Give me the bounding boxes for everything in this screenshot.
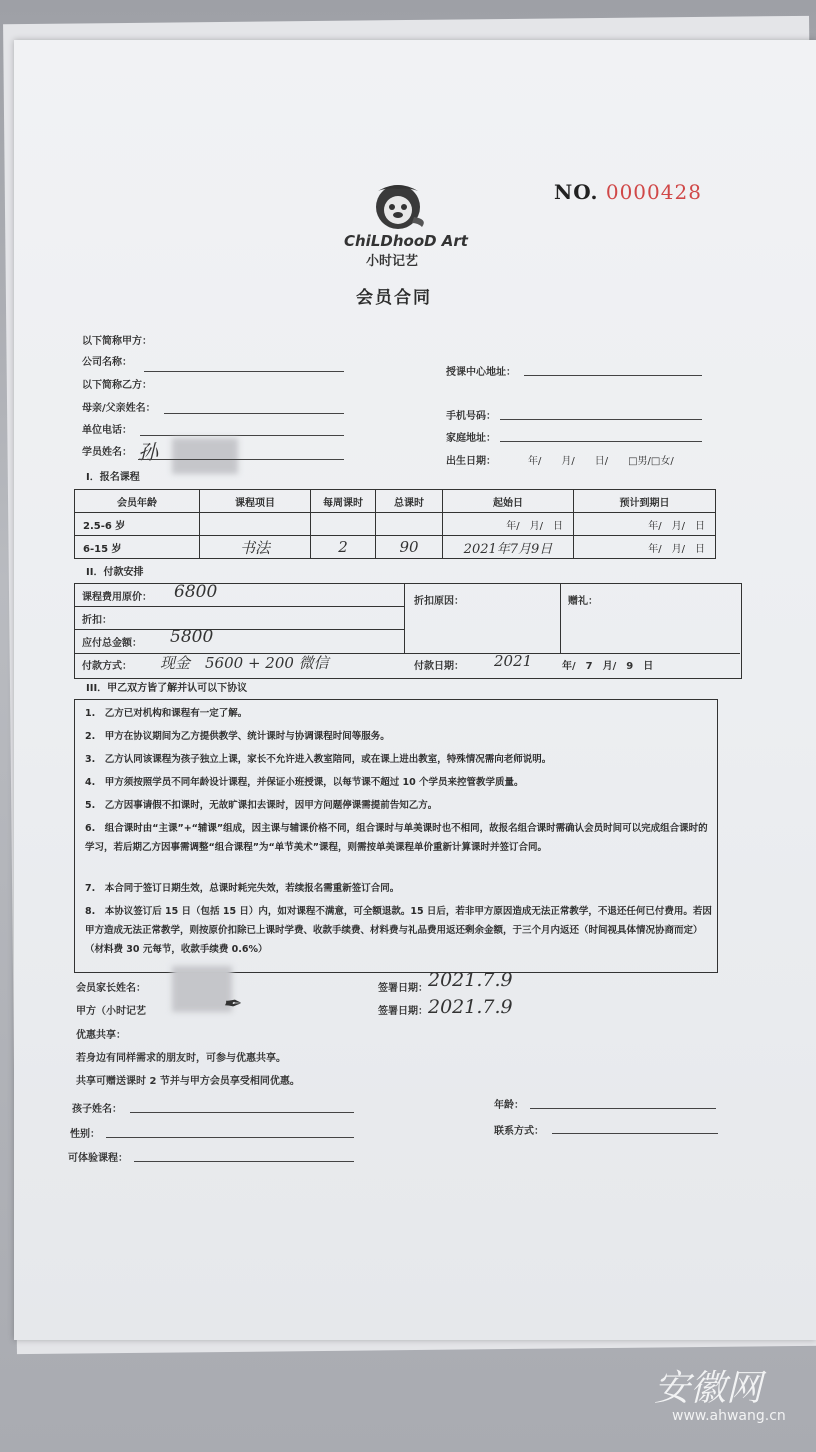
share-line-1: 若身边有同样需求的朋友时，可参与优惠共享。 (76, 1053, 286, 1064)
share-heading: 优惠共享： (76, 1030, 126, 1041)
pay-method-label: 付款方式： (82, 661, 132, 672)
discount-label: 折扣： (82, 615, 112, 626)
brand-name-cn: 小时记艺 (366, 254, 419, 269)
total-due-value[interactable]: 5800 (170, 627, 214, 647)
home-address-field[interactable] (500, 441, 702, 442)
brand-name-en: ChiLDhooD Art (344, 232, 468, 250)
term-5: 5. 乙方因事请假不扣课时，无故旷课扣去课时，因甲方问题停课需提前告知乙方。 (85, 800, 438, 811)
discount-reason-label: 折扣原因： (414, 596, 464, 607)
payment-hline-1 (74, 606, 404, 607)
total-due-label: 应付总金额： (82, 638, 142, 649)
party-a-sign-label: 甲方（小时记艺 (76, 1006, 146, 1017)
gender-label: 性别： (70, 1129, 100, 1140)
term-7: 7. 本合同于签订日期生效，总课时耗完失效，若续报名需重新签订合同。 (85, 883, 400, 894)
child-name-label: 孩子姓名： (72, 1104, 122, 1115)
phone-field[interactable] (500, 419, 702, 420)
term-8: 8. 本协议签订后 15 日（包括 15 日）内，如对课程不满意，可全额退款。15 日后，若非甲方原因造成无法正常教学，不退还任何已付费用。若因甲方造成无法正常教学，则按原价扣除已上课时学费、收款手续费、材料费与礼品费用返还剩余金额，于三个月内返还（时间视具体情况协商而定）（材料费 30 元每节，收款手续费 0.6%） (85, 906, 712, 955)
row-start[interactable]: 2021年7月9日 (443, 536, 574, 559)
row-end[interactable]: 年/ 月/ 日 (574, 513, 716, 536)
term-4: 4. 甲方须按照学员不同年龄设计课程，并保证小班授课，以每节课不超过 10 个学员来控管教学质量。 (85, 777, 524, 788)
row-end[interactable]: 年/ 月/ 日 (574, 536, 716, 559)
row-course[interactable]: 书法 (200, 536, 311, 559)
contact-field[interactable] (552, 1133, 718, 1134)
sign-date-label-2: 签署日期： (378, 1006, 428, 1017)
row-start[interactable]: 年/ 月/ 日 (443, 513, 574, 536)
row-course[interactable] (200, 513, 311, 536)
sign-date-label-1: 签署日期： (378, 983, 428, 994)
share-line-2: 共享可赠送课时 2 节并与甲方会员享受相同优惠。 (76, 1076, 300, 1087)
child-name-field[interactable] (130, 1112, 354, 1113)
party-a-label: 以下简称甲方： (82, 336, 152, 347)
course-table-header (75, 490, 716, 513)
header-course: 课程项目 (200, 490, 311, 513)
sign-date-value-2[interactable]: 2021.7.9 (428, 996, 513, 1018)
header-end: 预计到期日 (574, 490, 716, 513)
company-field[interactable] (144, 371, 344, 372)
term-6: 6. 组合课时由“主课”+“辅课”组成，因主课与辅课价格不同，组合课时与单美课时也不相同，故报名组合课时需确认会员时间可以完成组合课时的学习，若后期乙方因事需调整“组合课程”为“单节美术”课程，则需按单美课程单价重新计算课时并签订合同。 (85, 823, 708, 853)
pay-date-label: 付款日期： (414, 661, 464, 672)
term-2: 2. 甲方在协议期间为乙方提供教学、统计课时与协调课程时间等服务。 (85, 731, 390, 742)
table-row (75, 536, 716, 559)
home-address-label: 家庭地址： (446, 433, 496, 444)
watermark-url: www.ahwang.cn (672, 1408, 786, 1424)
gender-field[interactable] (106, 1137, 354, 1138)
contract-number-label: NO. (554, 180, 599, 204)
pay-date-rest: 年/ 7 月/ 9 日 (562, 661, 654, 672)
member-parent-label: 会员家长姓名： (76, 983, 146, 994)
contact-label: 联系方式： (494, 1126, 544, 1137)
section-3-heading: III．甲乙双方皆了解并认可以下协议 (86, 683, 248, 694)
party-a-signature[interactable]: ✒ (222, 992, 241, 1017)
trial-course-label: 可体验课程： (68, 1153, 128, 1164)
parent-name-field[interactable] (164, 413, 344, 414)
table-row (75, 513, 716, 536)
dob-template: 年/ 月/ 日/ □男/□女/ (528, 456, 674, 467)
row-weekly[interactable] (311, 513, 376, 536)
brand-logo-icon (362, 177, 434, 233)
pay-date-year[interactable]: 2021 (494, 652, 533, 670)
header-weekly: 每周课时 (311, 490, 376, 513)
row-age: 2.5-6 岁 (75, 513, 200, 536)
work-phone-label: 单位电话： (82, 425, 132, 436)
section-2-heading: II．付款安排 (86, 567, 144, 578)
dob-label: 出生日期： (446, 456, 496, 467)
header-total: 总课时 (376, 490, 443, 513)
contract-number (554, 180, 702, 204)
trial-course-field[interactable] (134, 1161, 354, 1162)
course-table (74, 489, 716, 559)
student-name-label: 学员姓名： (82, 447, 132, 458)
pay-method-value[interactable]: 现金 5600 + 200 微信 (160, 654, 329, 672)
term-3: 3. 乙方认同该课程为孩子独立上课，家长不允许进入教室陪同，或在课上进出教室，特殊情况需向老师说明。 (85, 754, 552, 765)
row-weekly[interactable]: 2 (311, 536, 376, 559)
party-b-label: 以下简称乙方： (82, 380, 152, 391)
sign-date-value-1[interactable]: 2021.7.9 (428, 969, 513, 991)
company-label: 公司名称： (82, 357, 132, 368)
student-name-handwriting: 孙 (138, 440, 158, 464)
contract-sheet (14, 40, 816, 1340)
original-price-label: 课程费用原价： (82, 592, 152, 603)
row-age: 6-15 岁 (75, 536, 200, 559)
payment-divider-1 (404, 583, 405, 653)
payment-hline-2 (74, 629, 404, 630)
original-price-value[interactable]: 6800 (174, 582, 218, 602)
center-address-label: 授课中心地址： (446, 367, 516, 378)
row-total[interactable]: 90 (376, 536, 443, 559)
section-1-heading: I．报名课程 (86, 472, 140, 483)
gift-label: 赠礼： (568, 596, 598, 607)
parent-name-label: 母亲/父亲姓名： (82, 403, 156, 414)
contract-number-value: 0000428 (605, 180, 702, 204)
student-name-field[interactable] (138, 459, 344, 460)
age-field[interactable] (530, 1108, 716, 1109)
age-label: 年龄： (494, 1100, 524, 1111)
header-age: 会员年龄 (75, 490, 200, 513)
redacted-student-name (172, 438, 238, 474)
center-address-field[interactable] (524, 375, 702, 376)
work-phone-field[interactable] (140, 435, 344, 436)
watermark-cn: 安徽网 (654, 1368, 763, 1409)
terms-box (74, 699, 718, 973)
term-1: 1. 乙方已对机构和课程有一定了解。 (85, 708, 248, 719)
payment-divider-2 (560, 583, 561, 653)
header-start: 起始日 (443, 490, 574, 513)
page-title: 会员合同 (356, 288, 432, 308)
phone-label: 手机号码： (446, 411, 496, 422)
row-total[interactable] (376, 513, 443, 536)
